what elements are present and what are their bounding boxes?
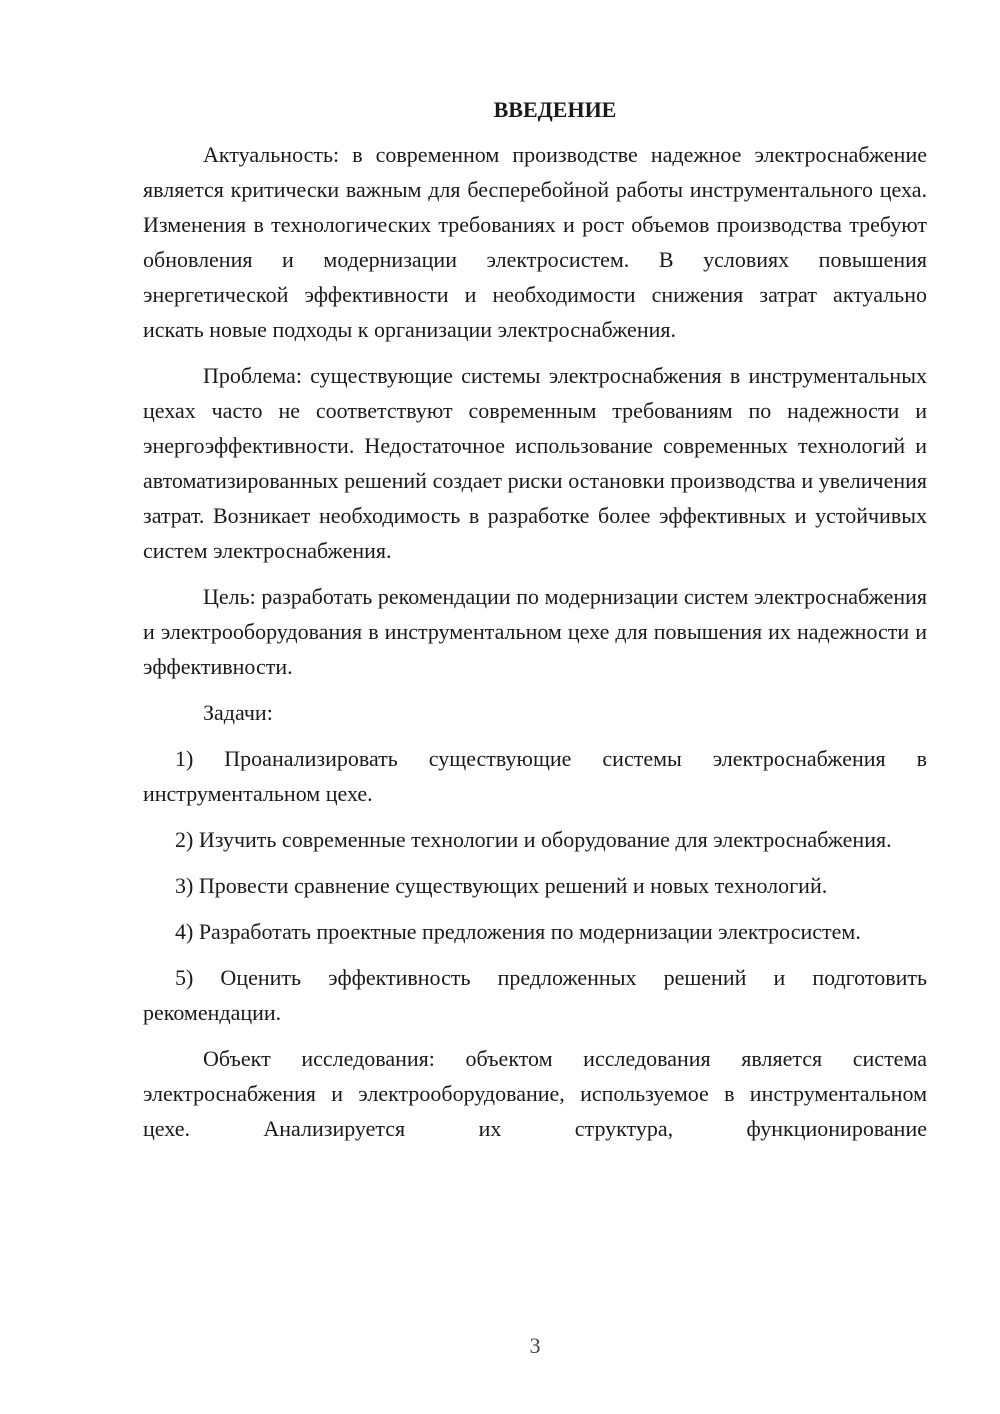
task-item-5: 5) Оценить эффективность предложенных решений и подготовить рекомендации. [143,965,927,1025]
task-item-1: 1) Проанализировать существующие системы электроснабжения в инструментальном цехе. [143,746,927,806]
goal-paragraph: Цель: разработать рекомендации по модернизации систем электроснабжения и электрооборудования в инструментальном цехе для повышения их надежности и эффективности. [143,584,927,679]
task-item-2: 2) Изучить современные технологии и оборудование для электроснабжения. [175,827,892,852]
page-number: 3 [529,1333,541,1358]
document-page [143,92,927,1157]
tasks-label: Задачи: [203,700,273,725]
task-item-4: 4) Разработать проектные предложения по модернизации электросистем. [175,919,861,944]
section-title: ВВЕДЕНИЕ [493,97,617,122]
problem-paragraph: Проблема: существующие системы электроснабжения в инструментальных цехах часто не соответствуют современным требованиям по надежности и энергоэффективности. Недостаточное использование современных технологий и автоматизированных решений создает риски остановки производства и увеличения затрат. Возникает необходимость в разработке более эффективных и устойчивых систем электроснабжения. [143,363,927,563]
object-paragraph: Объект исследования: объектом исследования является система электроснабжения и электрооборудование, используемое в инструментальном цехе. Анализируется их структура, функционирование [143,1046,927,1141]
relevance-paragraph: Актуальность: в современном производстве надежное электроснабжение является критически важным для бесперебойной работы инструментального цеха. Изменения в технологических требованиях и рост объемов производства требуют обновления и модернизации электросистем. В условиях повышения энергетической эффективности и необходимости снижения затрат актуально искать новые подходы к организации электроснабжения. [143,142,927,342]
task-item-3: 3) Провести сравнение существующих решений и новых технологий. [175,873,828,898]
